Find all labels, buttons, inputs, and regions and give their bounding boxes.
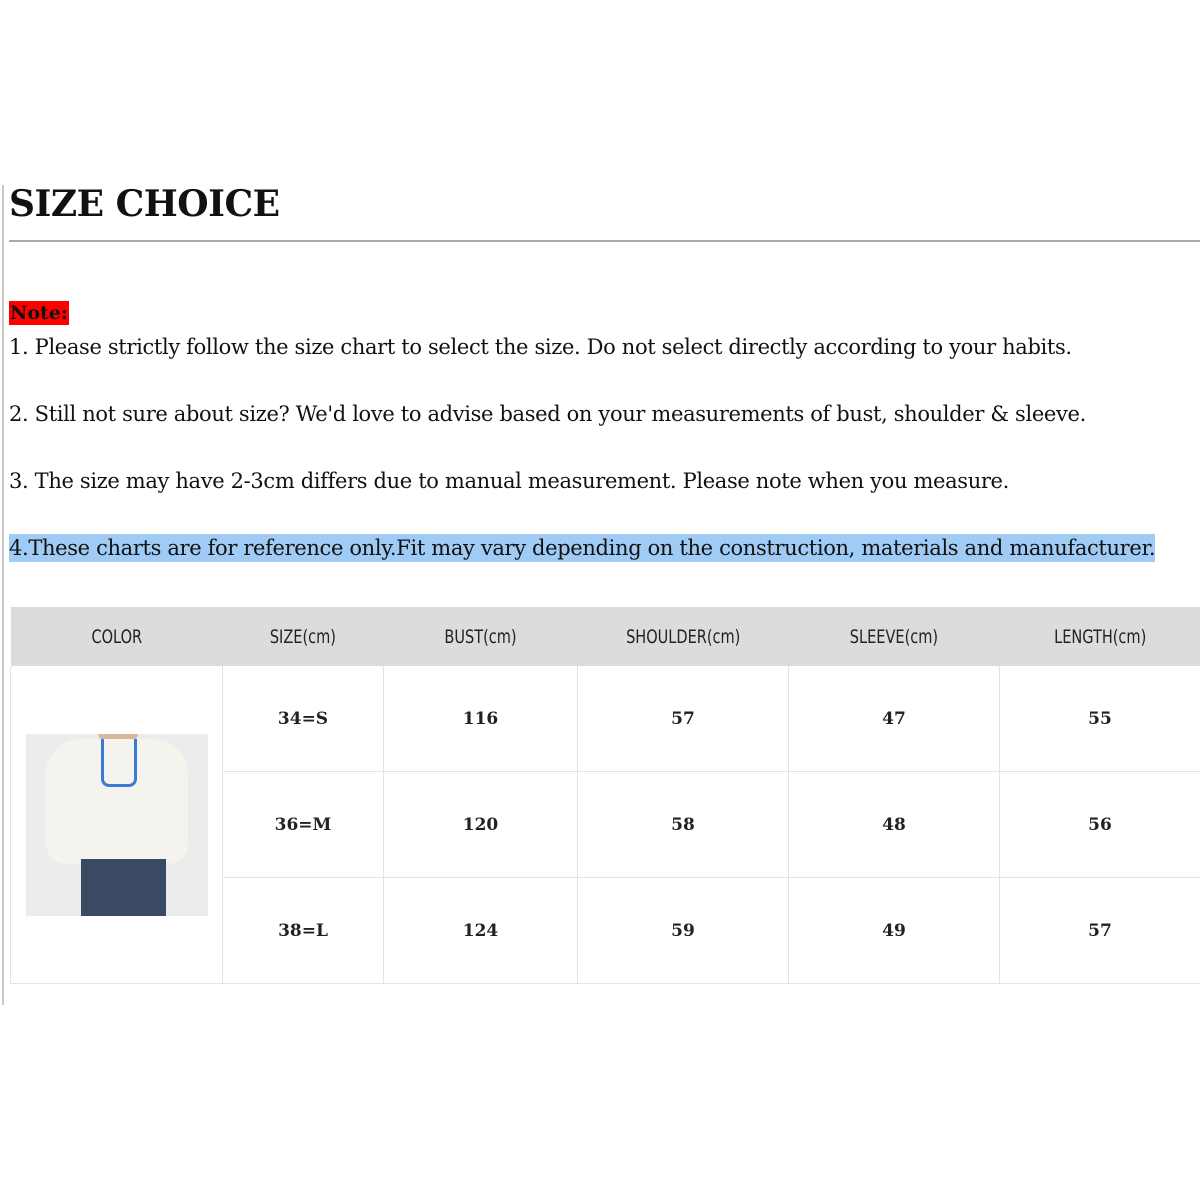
length-cell: 56 (1000, 772, 1200, 878)
note-item-2: 2. Still not sure about size? We'd love to advise based on your measurements of bust, shoulder & sleeve. (9, 402, 1086, 426)
title-divider (9, 240, 1200, 242)
bust-cell: 120 (384, 772, 578, 878)
header-sleeve: SLEEVE(cm) (789, 607, 1000, 666)
bust-cell: 124 (384, 878, 578, 984)
product-photo (26, 734, 208, 916)
note-item-3: 3. The size may have 2-3cm differs due to manual measurement. Please note when you measure. (9, 469, 1009, 493)
size-cell: 36=M (223, 772, 384, 878)
color-cell (11, 666, 223, 984)
shoulder-cell: 58 (578, 772, 789, 878)
sleeve-cell: 48 (789, 772, 1000, 878)
left-border (2, 185, 4, 1005)
note-label: Note: (10, 302, 68, 324)
bust-cell: 116 (384, 666, 578, 772)
header-bust: BUST(cm) (384, 607, 578, 666)
table-header-row (11, 607, 1200, 666)
note-item-1: 1. Please strictly follow the size chart to select the size. Do not select directly according to your habits. (9, 335, 1072, 359)
header-size: SIZE(cm) (223, 607, 384, 666)
length-cell: 57 (1000, 878, 1200, 984)
header-color: COLOR (11, 607, 223, 666)
length-cell: 55 (1000, 666, 1200, 772)
shoulder-cell: 59 (578, 878, 789, 984)
table-row (11, 666, 1200, 772)
sleeve-cell: 49 (789, 878, 1000, 984)
shoulder-cell: 57 (578, 666, 789, 772)
sleeve-cell: 47 (789, 666, 1000, 772)
page-title: SIZE CHOICE (9, 183, 280, 225)
note-item-4-highlighted: 4.These charts are for reference only.Fit may vary depending on the construction, materials and manufacturer. (9, 536, 1156, 560)
header-length: LENGTH(cm) (1000, 607, 1200, 666)
size-chart-table (10, 607, 1200, 984)
header-shoulder: SHOULDER(cm) (578, 607, 789, 666)
size-cell: 38=L (223, 878, 384, 984)
size-cell: 34=S (223, 666, 384, 772)
